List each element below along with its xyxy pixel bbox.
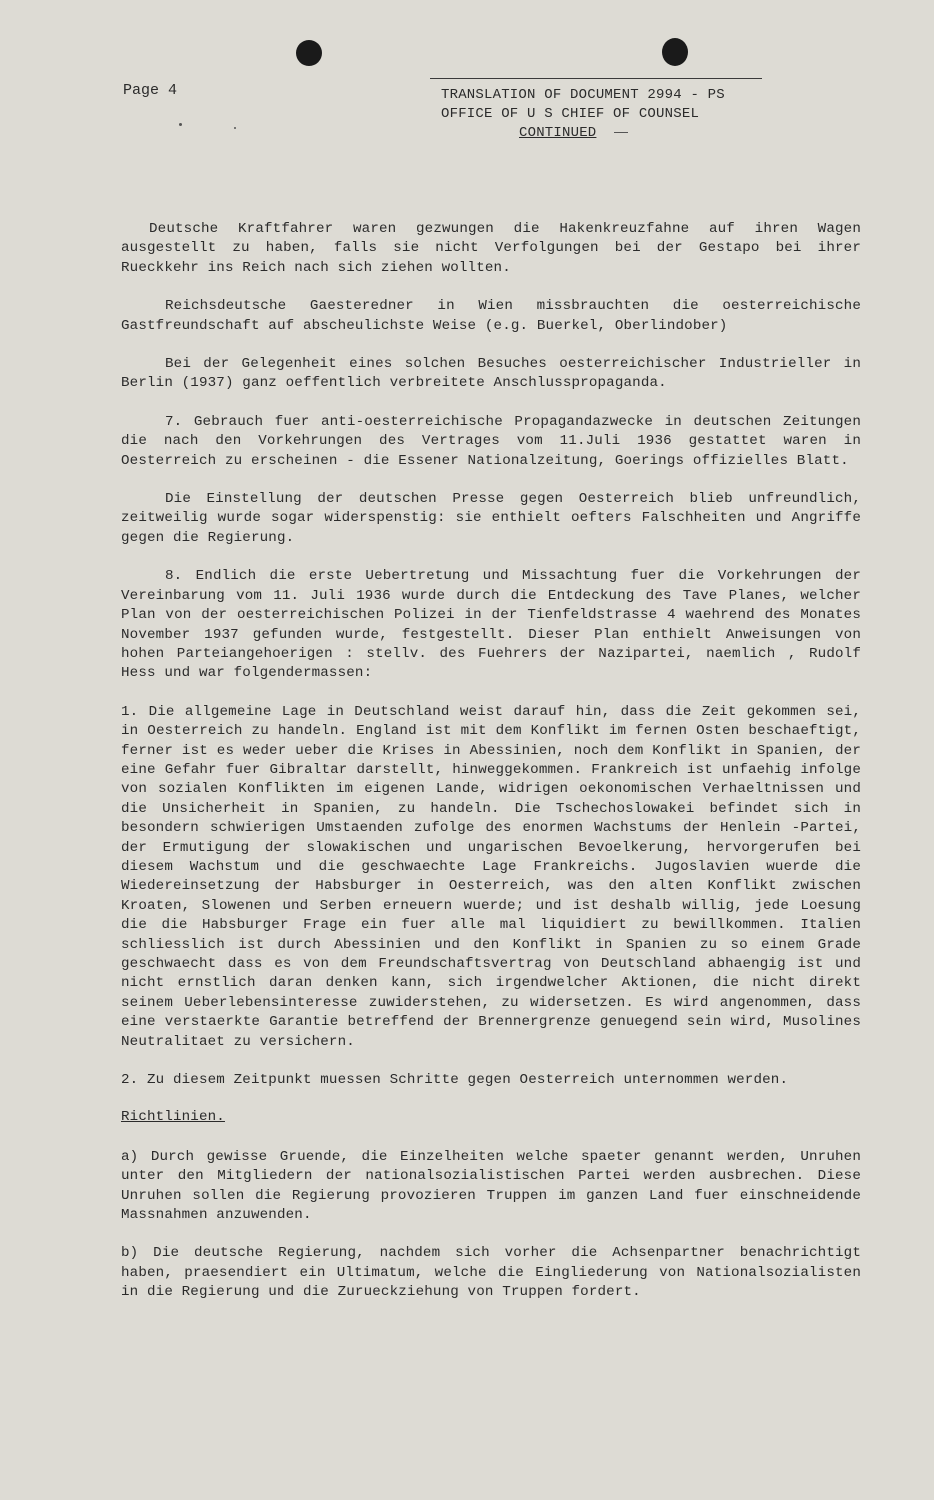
- page-number: Page 4: [123, 82, 178, 99]
- paragraph-presse: Die Einstellung der deutschen Presse gegen Oesterreich blieb unfreundlich, zeitweilig wurde sogar widerspenstig: sie enthielt oefters Falschheiten und Angriffe gegen die Regierung.: [121, 491, 861, 546]
- paragraph-point-8: 8. Endlich die erste Uebertretung und Missachtung fuer die Vorkehrungen der Vereinbarung vom 11. Juli 1936 wurde durch die Entdeckung des Tave Planes, welcher Plan von der oesterreichischen Polizei in der Tienfeldstrasse 4 waehrend des Monates November 1937 gefunden wurde, festgestellt. Dieser Plan enthielt Anweisungen von hohen Parteiangehoerigen : stellv. des Fuehrers der Nazipartei, naemlich , Rudolf Hess und war folgendermassen:: [121, 568, 861, 682]
- document-header: [441, 86, 781, 143]
- header-dash: [614, 132, 628, 133]
- document-body: [121, 220, 861, 1322]
- paragraph-industrieller: Bei der Gelegenheit eines solchen Besuches oesterreichischer Industrieller in Berlin (1937) ganz oeffentlich verbreitete Anschlusspropaganda.: [121, 356, 861, 392]
- paragraph-point-7: 7. Gebrauch fuer anti-oesterreichische Propagandazwecke in deutschen Zeitungen die nach den Vorkehrungen des Vertrages vom 11.Juli 1936 gestattet waren in Oesterreich zu erscheinen - die Essener Nationalzeitung, Goerings offizielles Blatt.: [121, 413, 861, 469]
- paragraph-lage-1: 1. Die allgemeine Lage in Deutschland weist darauf hin, dass die Zeit gekommen sei, in Oesterreich zu handeln. England ist mit dem Konflikt im fernen Osten beschaeftigt, ferner ist es weder ueber die Krises in Abessinien, noch dem Konflikt in Spanien, der eine Gefahr fuer Gibraltar darstellt, hinweggekommen. Frankreich ist unfaehig infolge von sozialen Konflikten im eigenen Lande, widrigen oekonomischen Verhaeltnissen und die Unsicherheit in Spanien, zu handeln. Die Tschechoslowakei befindet sich in besondern schwierigen Umstaenden zufolge des enormen Wachstums der Henlein -Partei, der Ermutigung der slowakischen und ungarischen Bevoelkerung, hervorgerufen bei diesem Wachstum und die geschwaechte Lage Frankreichs. Jugoslavien wuerde die Wiedereinsetzung der Habsburger in Oesterreich, was den alten Konflikt zwischen Kroaten, Slowenen und Serben erneuern wuerde; und ist deshalb willig, jede Loesung die die Habsburger Frage ein fuer alle mal liquidiert zu bewillkommen. Italien schliesslich ist durch Abessinien und den Konflikt in Spanien zu so einem Grade geschwaecht dass es von dem Freundschaftsvertrag von Deutschland abhaengig ist und nicht ernstlich daran denken kann, sich irgendwelcher Aktionen, die nicht direkt seinem Ueberlebensinteresse zuwiderstehen, zu widersetzen. Es wird angenommen, dass eine verstaerkte Garantie betreffend der Brennergrenze genuegend sein wird, Musolines Neutralitaet zu versichern.: [121, 703, 861, 1050]
- header-continued: [441, 124, 781, 143]
- paper-speck: [179, 123, 182, 126]
- header-office-line: OFFICE OF U S CHIEF OF COUNSEL: [441, 106, 700, 122]
- punch-hole-left: [296, 40, 322, 66]
- list-item-a: a) Durch gewisse Gruende, die Einzelheiten welche spaeter genannt werden, Unruhen unter den Mitgliedern der nationalsozialistischen Partei werden ausbrechen. Diese Unruhen sollen die Regierung provozieren Truppen im ganzen Land fuer einschneidende Massnahmen anzuwenden.: [121, 1148, 861, 1224]
- punch-hole-right: [662, 38, 688, 66]
- header-translation-line: TRANSLATION OF DOCUMENT 2994 - PS: [441, 87, 725, 103]
- paper-speck: [234, 127, 236, 129]
- paragraph-kraftfahrer: Deutsche Kraftfahrer waren gezwungen die Hakenkreuzfahne auf ihren Wagen ausgestellt zu haben, falls sie nicht Verfolgungen bei der Gestapo bei ihrer Rueckkehr ins Reich nach sich ziehen wollten.: [121, 221, 861, 276]
- paragraph-schritte-2: 2. Zu diesem Zeitpunkt muessen Schritte gegen Oesterreich unternommen werden.: [121, 1072, 789, 1089]
- paragraph-gaesteredner: Reichsdeutsche Gaesteredner in Wien missbrauchten die oesterreichische Gastfreundschaft auf abscheulichste Weise (e.g. Buerkel, Oberlindober): [121, 298, 861, 334]
- header-continued-text: CONTINUED: [519, 125, 597, 141]
- header-rule: [430, 78, 762, 79]
- section-heading-richtlinien: Richtlinien.: [121, 1109, 225, 1126]
- list-item-b: b) Die deutsche Regierung, nachdem sich vorher die Achsenpartner benachrichtigt haben, praesendiert ein Ultimatum, welche die Eingliederung von Nationalsozialisten in die Regierung und die Zurueckziehung von Truppen fordert.: [121, 1245, 861, 1301]
